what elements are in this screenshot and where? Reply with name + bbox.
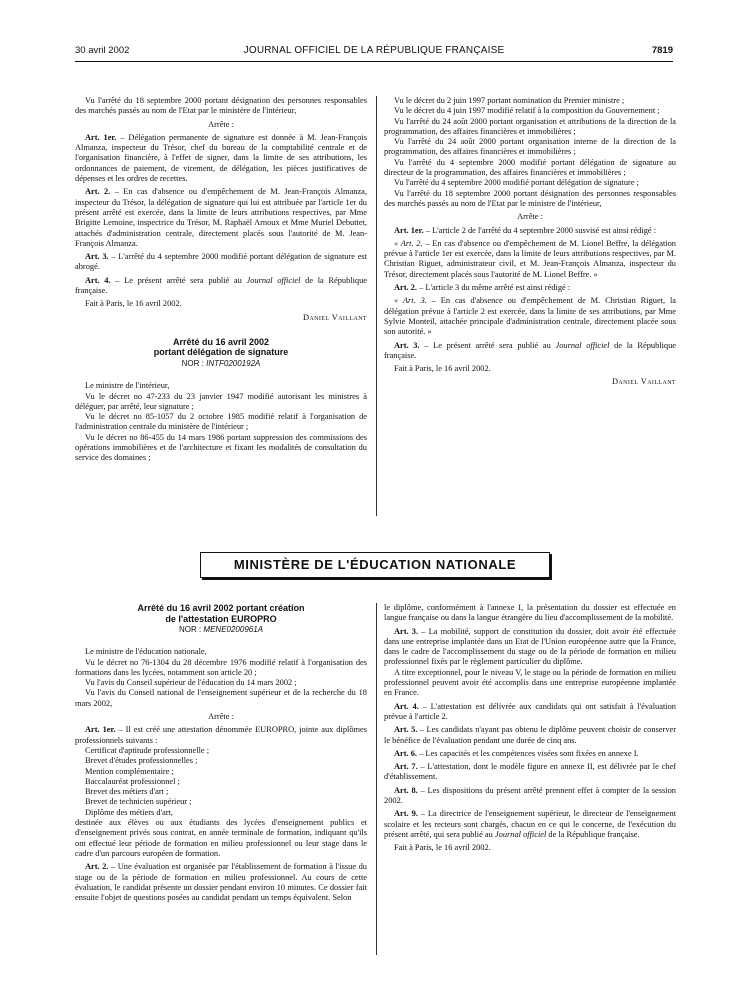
paragraph: Vu le décret no 76-1304 du 28 décembre 1976 modifié relatif à l'organisation des formations dans les lycées, notamment son article 20 ; (75, 657, 367, 677)
decree-title-line: de l'attestation EUROPRO (165, 613, 277, 624)
article-3 (75, 252, 367, 273)
paragraph: A titre exceptionnel, pour le niveau V, le stage ou la période de formation en milieu professionnel peuvent avoir été accomplis dans une entreprise européenne implantée en France. (384, 667, 676, 698)
column-2 (384, 96, 676, 388)
quoted-label: « Art. 3. (394, 296, 427, 306)
article-label: Art. 5. (394, 725, 418, 735)
fait-line: Fait à Paris, le 16 avril 2002. (85, 299, 182, 309)
article-text: – Le présent arrêté sera publié au (115, 275, 247, 285)
arrete-heading: Arrête : (208, 119, 234, 129)
nor-reference (75, 359, 367, 369)
article-label: Art. 4. (394, 701, 419, 711)
decree-title (75, 603, 367, 624)
paragraph: Vu le décret du 4 juin 1997 modifié relatif à la composition du Gouvernement ; (394, 106, 660, 116)
article-1 (75, 133, 367, 184)
header-rule (75, 61, 673, 62)
article-text: – Délégation permanente de signature est donnée à M. Jean-François Almanza, inspecteur du Trésor, chef du bureau de la comptabilité centrale et de l'organisation financière, à l'effet de signer, dans la limite de ses attributions, les ordonnances de paiement, de virement, de délégation, les pièces justificatives de dépenses et les ordres de recettes. (75, 132, 368, 184)
article-text: – La directrice de l'enseignement supérieur, le directeur de l'enseignement scolaire et les recteurs sont chargés, chacun en ce qui le concerne, de l'exécution du présent arrêté, qui sera publié au (384, 809, 676, 839)
list-item: Brevet de technicien supérieur ; (85, 797, 192, 807)
column-1 (75, 96, 367, 464)
article-text: – En cas d'absence ou d'empêchement de M. Lionel Beffre, la délégation prévue à l'article 1er est exercée, dans la limite de leurs attributions respectives, par M. Christian Riguet, administrateur civil, et M. Jean-François Almanza, inspecteur du Trésor, directement placés sous l'autorité de M. Lionel Beffre. » (384, 238, 676, 279)
article-label: Art. 2. (85, 187, 111, 197)
quoted-article (384, 296, 676, 337)
paragraph: Le ministre de l'éducation nationale, (85, 647, 207, 657)
nor-code: INTF0200192A (206, 358, 261, 368)
article-label: Art. 7. (394, 762, 418, 772)
article-label: Art. 3. (394, 626, 419, 636)
article-text: – L'attestation est délivrée aux candidats qui ont satisfait à l'évaluation prévue à l'article 2. (384, 701, 676, 721)
paragraph: Vu l'arrêté du 24 août 2000 portant organisation interne de la direction de la programmation, des affaires financières et immobilières ; (384, 137, 676, 157)
article-text: – L'attestation, dont le modèle figure en annexe II, est délivrée par le chef d'établissement. (384, 762, 677, 782)
article-label: Art. 1er. (85, 725, 116, 735)
column-divider (376, 96, 377, 516)
article-2 (75, 862, 367, 903)
paragraph: Vu l'arrêté du 4 septembre 2000 modifié portant délégation de signature au directeur de la programmation, des affaires financières et immobilières ; (384, 157, 676, 178)
paragraph: Vu l'arrêté du 18 septembre 2000 portant désignation des personnes responsables des marchés passés au nom de l'Etat par le ministère de l'intérieur, (75, 96, 367, 116)
fait-line: Fait à Paris, le 16 avril 2002. (394, 364, 491, 374)
paragraph: Vu l'arrêté du 4 septembre 2000 modifié portant délégation de signature ; (394, 178, 639, 188)
article-text: de la République française. (546, 829, 640, 839)
journal-title: JOURNAL OFFICIEL DE LA RÉPUBLIQUE FRANÇAISE (243, 45, 505, 56)
decree-title-line: Arrêté du 16 avril 2002 portant création (137, 603, 305, 613)
list-item: Certificat d'aptitude professionnelle ; (85, 745, 210, 755)
article-2 (384, 283, 676, 293)
article-1 (384, 226, 676, 236)
paragraph: Vu l'avis du Conseil supérieur de l'éducation du 14 mars 2002 ; (85, 678, 297, 688)
article-text: – En cas d'absence ou d'empêchement de M. Jean-François Almanza, inspecteur du Trésor, la délégation de signature qui lui est attribuée par l'article 1er du présent arrêté est exercée, dans la limite de leurs attributions respectives, par Mme Brigitte Lemoine, inspectrice du Trésor, M. Raphaël Arnoux et Mme Muriel Debuttet, attachés d'administration centrale, directement placés sous l'autorité de M. Jean-François Almanza. (75, 187, 367, 248)
article-text: – Les dispositions du présent arrêté prennent effet à compter de la session 2002. (384, 785, 676, 806)
article-7 (384, 762, 676, 783)
list-item: Brevet des métiers d'art ; (85, 787, 169, 797)
article-label: Art. 1er. (85, 132, 117, 142)
article-3 (384, 341, 676, 362)
article-text: de la République française. (75, 275, 368, 296)
journal-name: Journal officiel (246, 275, 301, 285)
article-label: Art. 4. (85, 275, 111, 285)
paragraph: Le ministre de l'intérieur, (85, 381, 170, 391)
column-4 (384, 603, 676, 854)
column-3 (75, 603, 367, 903)
decree-title-line: Arrêté du 16 avril 2002 (172, 336, 270, 347)
article-text: – La mobilité, support de constitution du dossier, doit avoir été effectuée dans une entreprise implantée dans un Etat de l'Union européenne autre que la France, dans le cadre de l'accomplissement du stage ou de la période de formation en milieu professionnel fixés par le règlement particulier du diplôme. (384, 626, 677, 667)
article-text: – L'article 3 du même arrêté est ainsi rédigé : (419, 283, 571, 293)
ministry-banner: MINISTÈRE DE L'ÉDUCATION NATIONALE (200, 552, 550, 578)
article-text: de la République française. (384, 340, 677, 360)
article-label: Art. 3. (394, 340, 420, 350)
paragraph: Vu le décret no 86-455 du 14 mars 1986 portant suppression des commissions des opérations immobilières et de l'architecture et fixant les modalités de consultation du service des domaines ; (75, 432, 367, 463)
article-text: – Le présent arrêté sera publié au (424, 340, 556, 350)
arrete-heading: Arrête : (517, 212, 543, 222)
article-text: – Les capacités et les compétences visées sont fixées en annexe I. (419, 748, 639, 758)
signature: Daniel Vaillant (302, 312, 367, 322)
fait-line: Fait à Paris, le 16 avril 2002. (394, 843, 491, 853)
paragraph: Vu le décret no 85-1057 du 2 octobre 1985 modifié relatif à l'organisation de l'administration centrale du ministère de l'intérieur ; (75, 412, 367, 432)
signature: Daniel Vaillant (611, 377, 676, 387)
list-item: Baccalauréat professionnel ; (85, 776, 180, 786)
paragraph: Vu l'arrêté du 24 août 2000 portant organisation et attributions de la direction de la programmation, des affaires financières et immobilières ; (384, 116, 676, 136)
paragraph: le diplôme, conformément à l'annexe I, la présentation du dossier est effectuée en langue française ou dans la langue étrangère du lieu d'accomplissement de la mobilité. (384, 603, 676, 623)
article-label: Art. 1er. (394, 225, 424, 235)
article-9 (384, 809, 676, 840)
decree-title-line: portant délégation de signature (153, 347, 289, 358)
paragraph: Vu l'arrêté du 18 septembre 2000 portant désignation des personnes responsables des marchés passés au nom de l'Etat par le ministre de l'intérieur, (384, 188, 676, 208)
article-2 (75, 187, 367, 249)
article-text: – En cas d'absence ou d'empêchement de M. Christian Riguet, la délégation prévue à l'article 2 est exercée, dans la limite de ses attributions, par Mme Sylvie Monteil, attachée principale d'administration centrale, directement placée sous son autorité. » (384, 296, 676, 337)
paragraph: Vu le décret du 2 juin 1997 portant nomination du Premier ministre ; (394, 96, 625, 105)
article-3 (384, 627, 676, 668)
nor-label: NOR : (178, 625, 204, 634)
article-label: Art. 8. (394, 785, 418, 795)
nor-reference (75, 625, 367, 635)
article-8 (384, 786, 676, 807)
article-text: – Une évaluation est organisée par l'établissement de formation à l'issue du stage ou de la période de formation en milieu professionnel. Au cours de cette évaluation, le candidat présente un dossier pendant environ 10 minutes. Ce dossier fait ensuite l'objet de questions posées au candidat pendant un temps équivalent. Selon (75, 862, 367, 903)
journal-name: Journal officiel (494, 829, 547, 839)
nor-label: NOR : (181, 358, 207, 368)
article-4 (75, 276, 367, 297)
list-item: Diplôme des métiers d'art, (85, 807, 174, 817)
article-text: – Les candidats n'ayant pas obtenu le diplôme peuvent choisir de conserver le bénéfice de l'évaluation pendant une durée de cinq ans. (384, 725, 677, 745)
article-text: – L'arrêté du 4 septembre 2000 modifié portant délégation de signature est abrogé. (75, 252, 367, 272)
page-header (75, 45, 673, 57)
article-label: Art. 3. (85, 252, 109, 262)
article-label: Art. 2. (85, 862, 109, 872)
decree-title (75, 337, 367, 358)
article-label: Art. 2. (394, 283, 418, 293)
paragraph: Vu l'avis du Conseil national de l'enseignement supérieur et de la recherche du 18 mars 2002, (75, 688, 367, 708)
page-number: 7819 (651, 45, 673, 56)
quoted-label: « Art. 2. (394, 238, 423, 248)
column-divider (376, 603, 377, 955)
list-item: Mention complémentaire ; (85, 766, 174, 776)
paragraph: destinée aux élèves ou aux étudiants des lycées d'enseignement publics et d'enseignement privés sous contrat, en année terminale de formation, indiquant qu'ils ont effectué leur période de formation en milieu professionnel ou leur stage dans le cadre d'un parcours européen de formation. (75, 818, 367, 858)
quoted-article (384, 239, 676, 280)
article-label: Art. 9. (394, 809, 418, 819)
article-text: – L'article 2 de l'arrêté du 4 septembre 2000 susvisé est ainsi rédigé : (425, 225, 657, 235)
article-4 (384, 702, 676, 723)
list-item: Brevet d'études professionnelles ; (85, 756, 198, 766)
header-date: 30 avril 2002 (75, 45, 130, 56)
arrete-heading: Arrête : (208, 712, 234, 722)
article-6 (384, 749, 676, 759)
journal-name: Journal officiel (555, 340, 610, 350)
article-1 (75, 725, 367, 746)
article-label: Art. 6. (394, 748, 418, 758)
article-text: – Il est créé une attestation dénommée EUROPRO, jointe aux diplômes professionnels suivants : (75, 725, 368, 745)
article-5 (384, 725, 676, 746)
paragraph: Vu le décret no 47-233 du 23 janvier 1947 modifié autorisant les ministres à déléguer, par arrêté, leur signature ; (75, 391, 367, 411)
nor-code: MENE0200961A (203, 625, 264, 634)
